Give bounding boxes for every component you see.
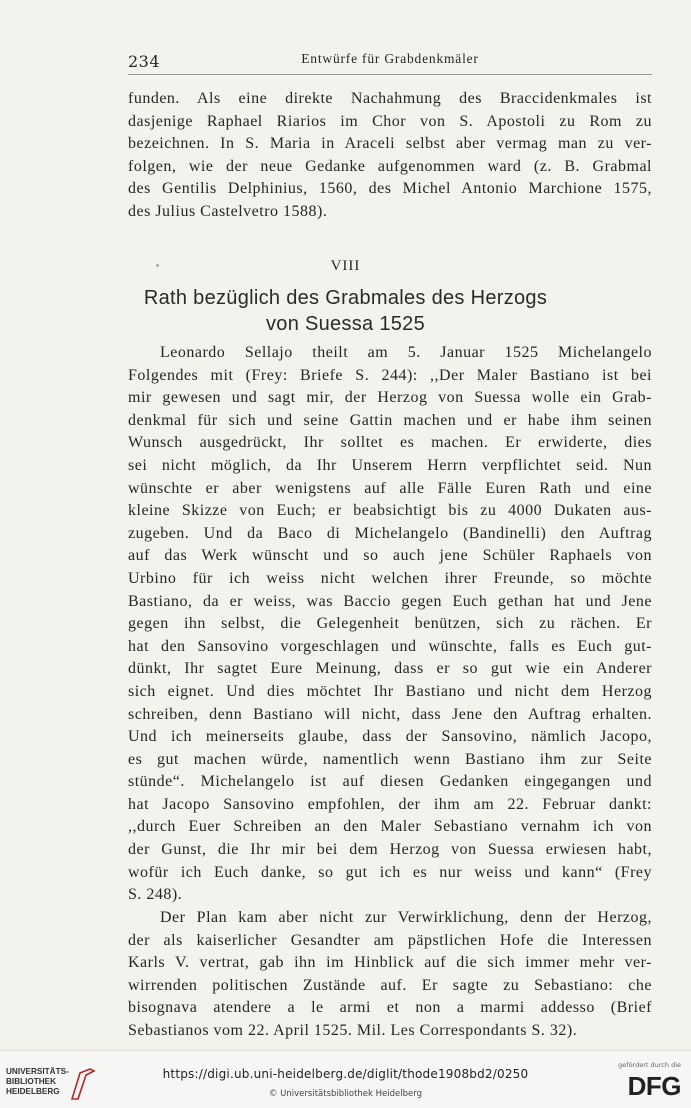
page-header <box>128 50 652 75</box>
text-line: hat Jacopo Sansovino empfohlen, der ihm am 22. Februar dankt: <box>128 795 652 813</box>
text-line: Der Plan kam aber nicht zur Verwirklichung, denn der Herzog, <box>160 909 652 926</box>
text-line: dünkt, Ihr sagtet Eure Meinung, dass er so gut wie ein Anderer <box>128 660 652 678</box>
text-line: sich eignet. Und dies möchtet Ihr Bastiano und nicht dem Herzog <box>128 682 652 700</box>
text-line: Bastiano, da er weiss, was Baccio gegen Euch gethan hat und Jene <box>128 592 652 610</box>
text-line: denkmal für sich und seine Gattin machen und er habe ihm seinen <box>128 411 652 429</box>
text-line: wünschte er aber wenigstens auf alle Fälle Euren Rath und eine <box>128 479 652 497</box>
text-line: kleine Skizze von Euch; er beabsichtigt bis zu 4000 Dukaten aus- <box>128 502 652 520</box>
text-line: zugeben. Und da Baco di Michelangelo (Bandinelli) den Auftrag <box>128 524 652 542</box>
funding-note: gefördert durch die <box>618 1061 681 1069</box>
text-line: wirrenden politischen Zustände auf. Er sagte zu Sebastiano: che <box>128 976 652 994</box>
section-title-line-2: von Suessa 1525 <box>265 313 426 335</box>
dfg-logo[interactable]: DFG <box>627 1071 681 1101</box>
text-line: Urbino für ich weiss nicht welchen ihrer Freunde, so möchte <box>128 569 652 587</box>
text-line: des Julius Castelvetro 1588). <box>128 202 328 220</box>
library-name-line-1: UNIVERSITÄTS- <box>6 1067 69 1076</box>
text-line: schreiben, denn Bastiano will nicht, dass Jene den Auftrag erhalten. <box>128 705 652 723</box>
text-line: bisognava atendere a le armi et non a marmi addesso (Brief <box>128 999 652 1017</box>
copyright-notice: © Universitätsbibliothek Heidelberg <box>268 1089 422 1099</box>
section-title-line-1: Rath bezüglich des Grabmales des Herzogs <box>143 287 548 309</box>
library-name-line-3: HEIDELBERG <box>6 1087 60 1096</box>
text-line: der als kaiserlicher Gesandter am päpstlichen Hofe die Interessen <box>128 931 652 949</box>
text-line: sei nicht möglich, da Ihr Unserem Herrn verpflichtet seid. Nun <box>128 456 652 474</box>
text-line: ,,durch Euer Schreiben an den Maler Sebastiano vernahm ich von <box>128 818 652 836</box>
paragraph-2 <box>128 907 652 1043</box>
text-line: bezeichnen. In S. Maria in Araceli selbst aber vermag man zu ver- <box>128 135 652 153</box>
text-line: dasjenige Raphael Riarios im Chor von S. Apostoli zu Rom zu <box>128 112 652 130</box>
paragraph-1 <box>128 342 652 907</box>
text-line: mir gewesen und sagt mir, der Herzog von Suessa wolle ein Grab- <box>128 389 652 407</box>
text-line: Und ich meinerseits glaube, dass der Sansovino, nämlich Jacopo, <box>128 728 652 746</box>
text-line: der Gunst, die Ihr mir bei dem Herzog von Suessa erwiesen habt, <box>128 841 652 859</box>
intro-paragraph <box>128 88 652 224</box>
text-line: gegen ihn selbst, die Gelegenheit benützen, sich zu rächen. Er <box>128 615 652 633</box>
text-line: es gut machen würde, namentlich wenn Bastiano ihm zur Seite <box>128 750 652 768</box>
permalink-url[interactable]: https://digi.ub.uni-heidelberg.de/diglit/thode1908bd2/0250 <box>162 1067 529 1081</box>
text-line: Sebastianos vom 22. April 1525. Mil. Les Correspondants S. 32). <box>128 1021 578 1039</box>
text-line: Folgendes mit (Frey: Briefe S. 244): ,,Der Maler Bastiano ist bei <box>128 366 652 384</box>
section-numeral: VIII <box>330 258 361 274</box>
footer-bar <box>0 1050 691 1108</box>
text-line: stünde“. Michelangelo ist auf diesen Gedanken eingegangen und <box>128 773 652 791</box>
text-line: S. 248). <box>128 886 183 904</box>
text-line: folgen, wie der neue Gedanke aufgenommen ward (z. B. Grabmal <box>128 157 652 175</box>
page-number: 234 <box>128 52 161 71</box>
text-line: Wunsch ausgedrückt, Ihr solltet es machen. Er erwiderte, dies <box>128 434 652 452</box>
library-name-line-2: BIBLIOTHEK <box>6 1077 57 1086</box>
text-line: Leonardo Sellajo theilt am 5. Januar 1525 Michelangelo <box>160 344 652 361</box>
text-line: hat den Sansovino vorgeschlagen und wünschte, falls es Euch gut- <box>128 637 652 655</box>
text-line: des Gentilis Delphinius, 1560, des Michel Antonio Marchione 1575, <box>128 180 652 198</box>
text-line: funden. Als eine direkte Nachahmung des Braccidenkmales ist <box>128 90 652 107</box>
running-title: Entwürfe für Grabdenkmäler <box>301 51 479 66</box>
text-line: Karls V. vertrat, gab ihn im Hinblick auf die sich immer mehr ver- <box>128 954 652 972</box>
text-line: wofür ich Euch danke, so gut ich es nur weiss und kann“ (Frey <box>128 863 652 881</box>
text-line: auf das Werk wünscht und so auch jene Schüler Raphaels von <box>128 547 652 565</box>
